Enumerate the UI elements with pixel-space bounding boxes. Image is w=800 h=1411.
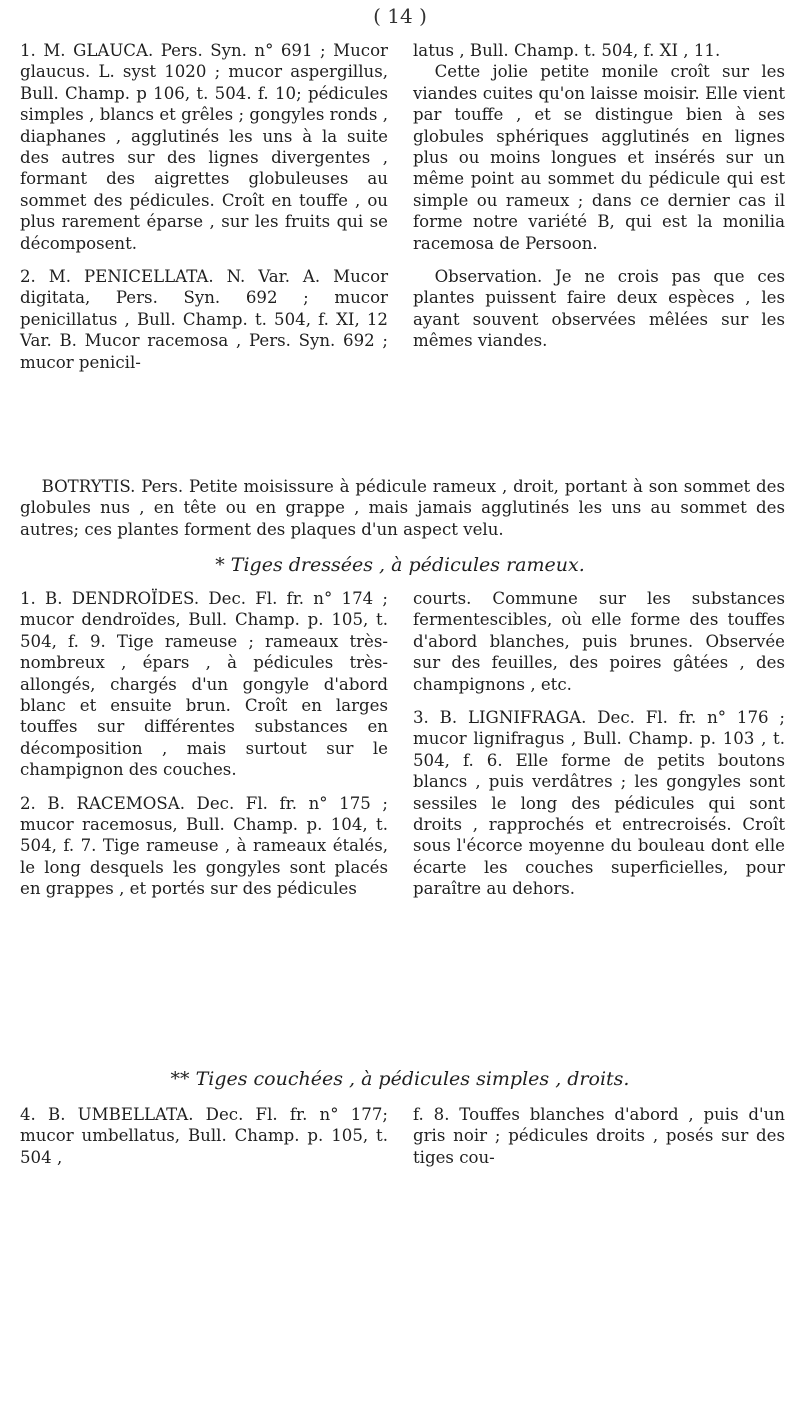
section-heading-tiges-couchees: ** Tiges couchées , à pédicules simples , droits. [170,1068,630,1090]
observation-paragraph: Observation. Je ne crois pas que ces plantes puissent faire deux espèces , les ayant souvent observées mêlées sur les mêmes viandes. [413,267,785,351]
entry-botrytis-dendroides: 1. B. DENDROÏDES. Dec. Fl. fr. n° 174 ; mucor dendroïdes, Bull. Champ. p. 105, t. 504, f. 9. Tige rameuse ; rameaux très-nombreux , épars , à pédicules très-allongés, chargés d'un gongyle d'abord blanc et ensuite brun. Croît en larges touffes sur différentes substances en décomposition , mais surtout sur le champignon des couches. [20,589,388,780]
column-mid-right [413,588,785,900]
entry-botrytis-racemosa: 2. B. RACEMOSA. Dec. Fl. fr. n° 175 ; mucor racemosus, Bull. Champ. p. 104, t. 504, f. 7. Tige rameuse , à rameaux étalés, le long desquels les gongyles sont placés en grappes , et portés sur des pédicules [20,793,388,899]
entry-mucor-penicellata: 2. M. PENICELLATA. N. Var. A. Mucor digitata, Pers. Syn. 692 ; mucor penicillatus , Bull. Champ. t. 504, f. XI, 12 Var. B. Mucor racemosa , Pers. Syn. 692 ; mucor penicil- [20,267,388,372]
entry-umbellata-continuation: f. 8. Touffes blanches d'abord , puis d'un gris noir ; pédicules droits , posés sur des tiges cou- [413,1105,785,1167]
column-bottom-left [20,1104,388,1168]
entry-mucor-glauca: 1. M. GLAUCA. Pers. Syn. n° 691 ; Mucor glaucus. L. syst 1020 ; mucor aspergillus, Bull. Champ. p 106, t. 504. f. 10; pédicules simples , blancs et grêles ; gongyles ronds , diaphanes , agglutinés les uns à la suite des autres sur des lignes divergentes , formant des aigrettes globuleuses au sommet des pédicules. Croît en touffe , ou plus rarement éparse , sur les fruits qui se décomposent. [20,41,388,253]
entry-botrytis-umbellata: 4. B. UMBELLATA. Dec. Fl. fr. n° 177; mucor umbellatus, Bull. Champ. p. 105, t. 504 , [20,1105,388,1167]
entry-racemosa-continuation: courts. Commune sur les substances fermentescibles, où elle forme des touffes d'abord blanches, puis brunes. Observée sur des feuilles, des poires gâtées , des champignons , etc. [413,589,785,694]
column-top-right [413,40,785,352]
entry-continuation: latus , Bull. Champ. t. 504, f. XI , 11. [413,41,721,60]
page-number: ( 14 ) [373,4,427,28]
entry-botrytis-lignifraga: 3. B. LIGNIFRAGA. Dec. Fl. fr. n° 176 ; mucor lignifragus , Bull. Champ. p. 103 , t. 504, f. 6. Elle forme de petits boutons blancs , puis verdâtres ; les gongyles sont sessiles le long des pédicules qui sont droits , rapprochés et entrecroisés. Croît sous l'écorce moyenne du bouleau dont elle écarte les couches superficielles, pour paraître au dehors. [413,708,785,899]
description-paragraph: Cette jolie petite monile croît sur les viandes cuites qu'on laisse moisir. Elle vient par touffe , et se distingue bien à ses globules sphériques agglutinés en lignes plus ou moins longues et insérés sur un même point au sommet du pédicule qui est simple ou rameux ; dans ce dernier cas il forme notre variété B, qui est la monilia racemosa de Persoon. [413,62,785,253]
column-top-left [20,40,388,385]
column-mid-left [20,588,388,912]
column-bottom-right [413,1104,785,1168]
botrytis-genus-description: BOTRYTIS. Pers. Petite moisissure à pédicule rameux , droit, portant à son sommet des globules nus , en tête ou en grappe , mais jamais agglutinés les uns au sommet des autres; ces plantes forment des plaques d'un aspect velu. [20,477,785,539]
section-heading-tiges-dressees: * Tiges dressées , à pédicules rameux. [215,554,585,576]
